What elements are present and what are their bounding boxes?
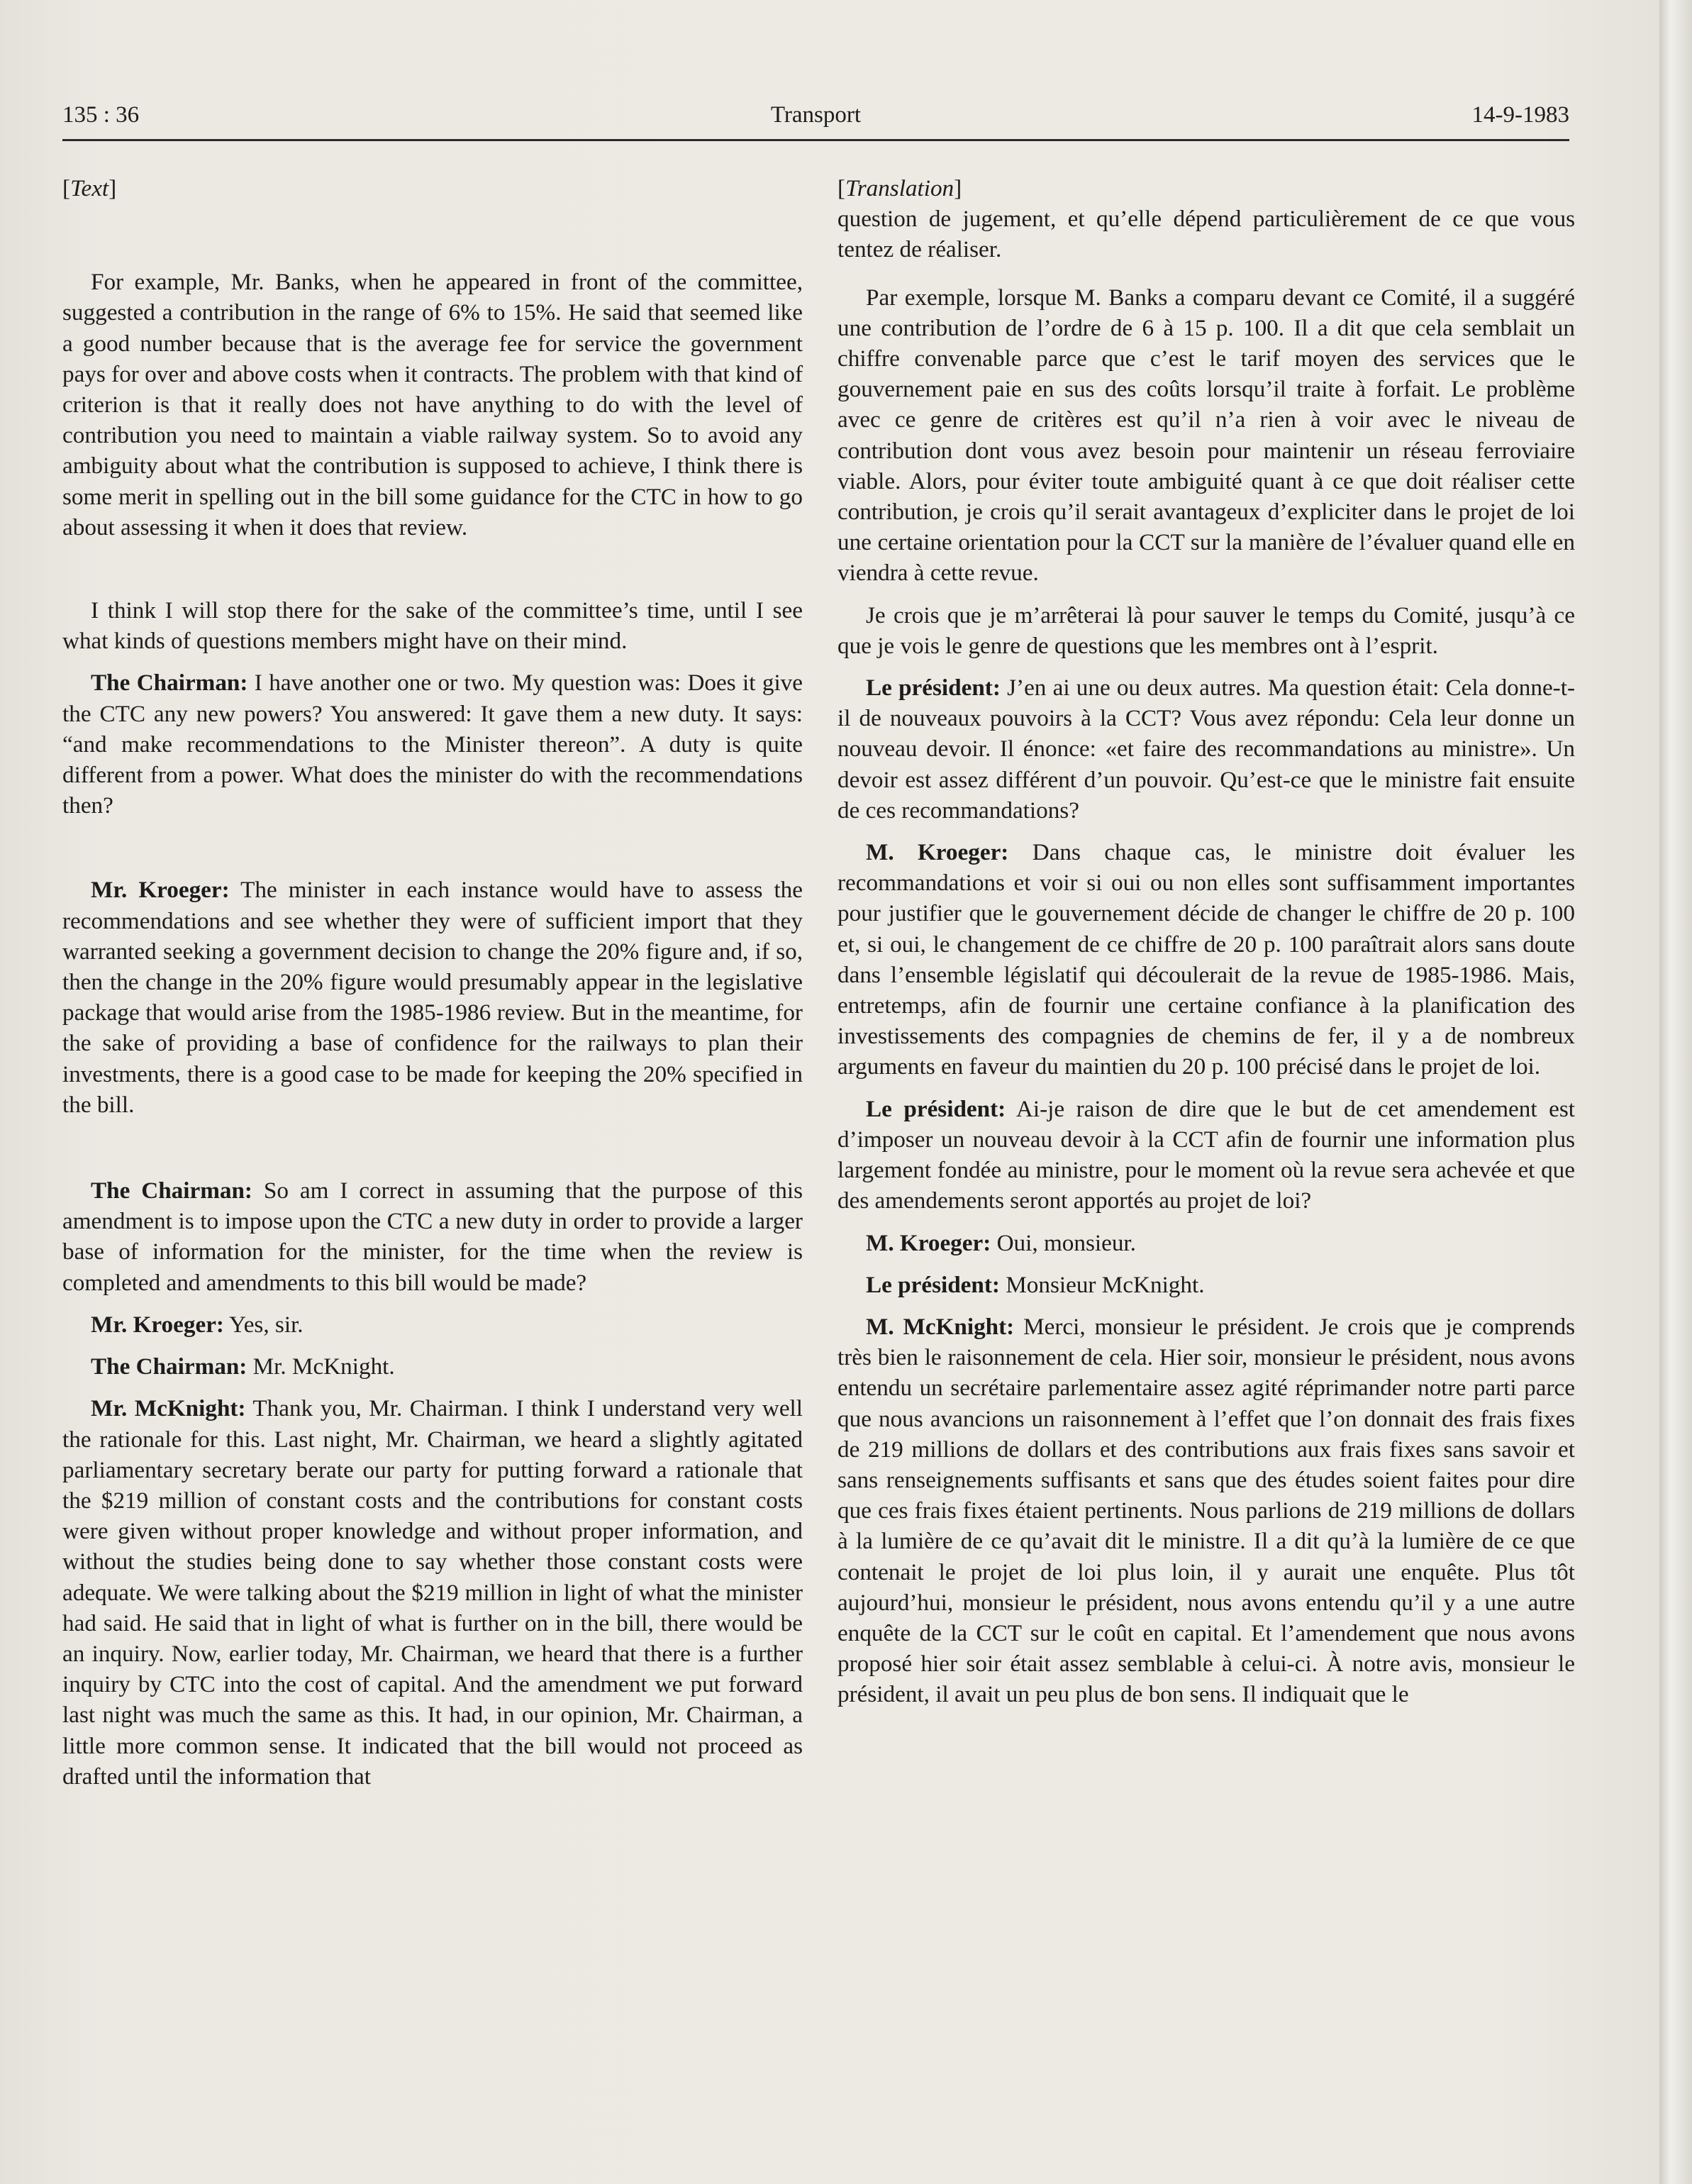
paragraph: Mr. Kroeger: The minister in each instance would have to assess the recommendations and see whether they were of sufficient import that they warranted seeking a government decision to change the 20% figure and, if so, then the change in the 20% figure would presumably appear in the legislative package that would arise from the 1985-1986 review. But in the meantime, for the sake of providing a base of confidence for the railways to plan their investments, there is a good case to be made for keeping the 20% specified in the bill. [62, 877, 803, 1118]
paragraph: Le président: J’en ai une ou deux autres. Ma question était: Cela donne-t-il de nouveaux pouvoirs à la CCT? Vous avez répondu: Cela leur donne un nouveau devoir. Il énonce: «et faire des recommandations au ministre». Un devoir est assez différent d’un pouvoir. Qu’est-ce que le ministre fait ensuite de ces recommandations? [837, 675, 1575, 824]
paragraph: Le président: Monsieur McKnight. [866, 1271, 1205, 1298]
paragraph: Le président: Ai-je raison de dire que le but de cet amendement est d’imposer un nouveau devoir à la CCT afin de fournir une information plus largement fondée au ministre, pour le moment où la revue sera achevée et que des amendements seront apportés au projet de loi? [837, 1095, 1575, 1214]
paragraph: Je crois que je m’arrêterai là pour sauver le temps du Comité, jusqu’à ce que je vois le genre de questions que les membres ont à l’esprit. [837, 602, 1575, 659]
speaker-label: M. Kroeger: [866, 1229, 991, 1256]
paragraph: M. Kroeger: Oui, monsieur. [866, 1229, 1136, 1256]
paragraph: Par exemple, lorsque M. Banks a comparu devant ce Comité, il a suggéré une contribution de l’ordre de 6 à 15 p. 100. Il a dit que cela semblait un chiffre convenable parce que c’est le tarif moyen des services que le gouvernement paie en sus des coûts lorsqu’il traite à forfait. Le problème avec ce genre de critères est qu’il n’a rien à voir avec le niveau de contribution dont vous avez besoin pour maintenir un réseau ferroviaire viable. Alors, pour éviter toute ambiguité quant à ce que doit réaliser cette contribution, je crois qu’il serait avantageux d’expliciter dans le projet de loi une certaine orientation pour la CCT sur la manière de l’évaluer quand elle en viendra à cette revue. [837, 284, 1575, 587]
running-title: Transport [770, 102, 862, 128]
speaker-label: The Chairman: [91, 670, 248, 697]
text-tag: [Text] [62, 175, 117, 201]
paragraph: Mr. Kroeger: Yes, sir. [91, 1311, 304, 1338]
paragraph: For example, Mr. Banks, when he appeared in front of the committee, suggested a contribution in the range of 6% to 15%. He said that seemed like a good number because that is the average fee for service the government pays for over and above costs when it contracts. The problem with that kind of criterion is that it really does not have anything to do with the level of contribution you need to maintain a viable railway system. So to avoid any ambiguity about what the contribution is supposed to achieve, I think there is some merit in spelling out in the bill some guidance for the CTC in how to go about assessing it when it does that review. [62, 269, 803, 541]
speaker-label: Le président: [866, 1271, 1000, 1298]
speaker-label: Le président: [866, 1095, 1006, 1122]
speaker-label: Le président: [866, 675, 1001, 702]
paragraph: The Chairman: So am I correct in assuming that the purpose of this amendment is to impose upon the CTC a new duty in order to provide a larger base of information for the minister, for the time when the review is completed and amendments to this bill would be made? [62, 1177, 803, 1296]
speaker-label: M. McKnight: [866, 1313, 1015, 1340]
page-number: 135 : 36 [62, 102, 140, 128]
french-column [837, 173, 1575, 1722]
paragraph: M. McKnight: Merci, monsieur le président. Je crois que je comprends très bien le raisonnement de cela. Hier soir, monsieur le président, nous avons entendu un secrétaire parlementaire assez agité réprimander notre parti parce que nous avancions un raisonnement à l’effet que l’on donnait des frais fixes de 219 millions de dollars et des contributions aux frais fixes sans savoir et sans renseignements suffisants et sans que des études soient faites pour dire que ces frais fixes étaient pertinents. Nous parlions de 219 millions de dollars à la lumière de ce qu’avait dit le ministre. Il a dit qu’à la lumière de ce que contenait le projet de loi plus loin, il y aurait une enquête. Plus tôt aujourd’hui, monsieur le président, nous avons entendu qu’il y a une autre enquête de la CCT sur le coût en capital. Et l’amendement que nous avons proposé hier soir était assez semblable à celui-ci. À notre avis, monsieur le président, il avait un peu plus de bon sens. Il indiquait que le [837, 1313, 1575, 1708]
page-edge [1659, 0, 1692, 2184]
speaker-label: The Chairman: [91, 1353, 247, 1380]
speaker-label: The Chairman: [91, 1177, 252, 1204]
speaker-label: Mr. Kroeger: [91, 1311, 224, 1338]
paragraph: M. Kroeger: Dans chaque cas, le ministre doit évaluer les recommandations et voir si oui ou non elles sont suffisamment importantes pour justifier que le gouvernement décide de changer le chiffre de 20 p. 100 et, si oui, le changement de ce chiffre de 20 p. 100 paraîtrait alors sans doute dans l’ensemble législatif qui découlerait de la revue de 1985-1986. Mais, entretemps, afin de fournir une certaine confiance à la planification des investissements des compagnies de chemins de fer, il y a de nombreux arguments en faveur du maintien du 20 p. 100 précisé dans le projet de loi. [837, 839, 1576, 1080]
speaker-label: M. Kroeger: [866, 839, 1009, 866]
paragraph: Mr. McKnight: Thank you, Mr. Chairman. I think I understand very well the rationale for this. Last night, Mr. Chairman, we heard a slightly agitated parliamentary secretary berate our party for putting forward a rationale that the $219 million of constant costs and the contributions for constant costs were given without proper knowledge and without proper information, and without the studies being done to say whether those constant costs were adequate. We were talking about the $219 million in light of what the minister had said. He said that in light of what is further on in the bill, there would be an inquiry. Now, earlier today, Mr. Chairman, we heard that there is a further inquiry by CTC into the cost of capital. And the amendment we put forward last night was much the same as this. It had, in our opinion, Mr. Chairman, a little more common sense. It indicated that the bill would not proceed as drafted until the information that [62, 1395, 803, 1790]
paragraph: The Chairman: Mr. McKnight. [91, 1353, 395, 1380]
speaker-label: Mr. McKnight: [91, 1395, 246, 1422]
translation-tag: [Translation] [837, 175, 962, 201]
page-header [62, 102, 1569, 141]
speaker-label: Mr. Kroeger: [91, 877, 230, 904]
paragraph: The Chairman: I have another one or two. My question was: Does it give the CTC any new powers? You answered: It gave them a new duty. It says: “and make recommendations to the Minister thereon”. A duty is quite different from a power. What does the minister do with the recommendations then? [62, 670, 803, 819]
paragraph: question de jugement, et qu’elle dépend particulièrement de ce que vous tentez de réaliser. [837, 206, 1575, 263]
english-column [62, 173, 803, 1803]
page-date: 14-9-1983 [1471, 102, 1569, 128]
paragraph: I think I will stop there for the sake of the committee’s time, until I see what kinds of questions members might have on their mind. [62, 597, 803, 655]
